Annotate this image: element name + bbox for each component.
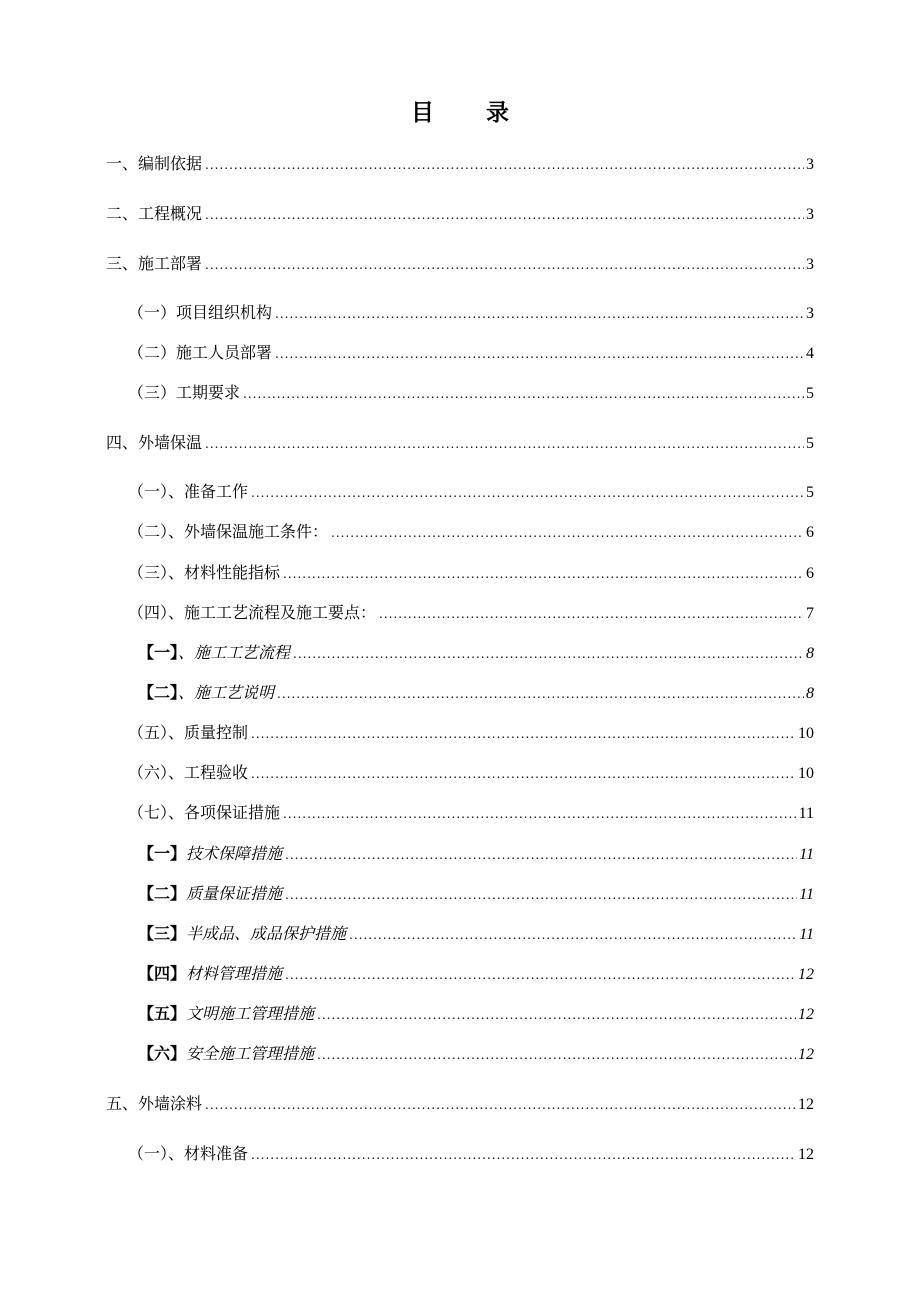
toc-entry[interactable] (138, 962, 814, 986)
dot-leader (331, 521, 804, 545)
toc-entry-page: 12 (798, 1006, 814, 1023)
dot-leader (251, 722, 796, 746)
dot-leader (275, 342, 804, 366)
toc-entry-page: 11 (798, 805, 814, 822)
toc-entry-page: 12 (798, 1046, 814, 1063)
dot-leader (251, 1143, 796, 1167)
toc-entry-label: （四）、施工工艺流程及施工要点： (128, 603, 377, 622)
toc-entry-label (138, 882, 282, 906)
dot-leader (251, 481, 804, 505)
toc-entry-label (138, 1002, 314, 1026)
toc-entry[interactable] (106, 1092, 814, 1116)
toc-entry-page: 10 (798, 765, 814, 782)
toc-entry[interactable] (106, 152, 814, 176)
toc-entry-label: （六）、工程验收 (128, 763, 249, 782)
toc-entry-text: 、施工工艺流程 (178, 643, 291, 662)
toc-entry-page: 3 (806, 206, 814, 223)
toc-entry-label (138, 641, 290, 665)
toc-entry[interactable] (106, 431, 814, 455)
toc-entry-page: 11 (799, 926, 814, 943)
toc-entry[interactable] (128, 801, 814, 825)
toc-entry-label: 三、施工部署 (106, 254, 203, 273)
toc-entry-page: 8 (806, 685, 814, 702)
toc-entry-label: （七）、各项保证措施 (128, 803, 281, 822)
toc-entry-marker: 【四】 (138, 964, 187, 983)
toc-entry-text: 文明施工管理措施 (186, 1004, 315, 1023)
toc-entry[interactable] (128, 561, 814, 585)
toc-entry[interactable] (138, 1002, 814, 1026)
dot-leader (205, 153, 804, 177)
toc-entry-page: 3 (806, 305, 814, 322)
toc-entry-page: 10 (798, 725, 814, 742)
dot-leader (293, 642, 804, 666)
toc-entry-label: （二）、外墙保温施工条件： (128, 522, 329, 541)
dot-leader (283, 562, 804, 586)
toc-entry-label (138, 842, 282, 866)
toc-entry-page: 5 (806, 484, 814, 501)
toc-entry-marker: 【五】 (138, 1004, 187, 1023)
toc-entry-text: 技术保障措施 (186, 844, 283, 863)
toc-entry-marker: 【六】 (138, 1044, 187, 1063)
dot-leader (285, 963, 796, 987)
dot-leader (277, 682, 804, 706)
toc-entry-page: 3 (806, 156, 814, 173)
toc-entry-text: 半成品、成品保护措施 (186, 924, 347, 943)
dot-leader (285, 843, 797, 867)
toc-entry[interactable] (138, 681, 814, 705)
toc-entry-label: 二、工程概况 (106, 204, 203, 223)
toc-entry[interactable] (128, 381, 814, 405)
toc-entry-page: 12 (798, 1096, 814, 1113)
toc-entry[interactable] (128, 721, 814, 745)
toc-entry-page: 5 (806, 435, 814, 452)
toc-entry-label: （二）施工人员部署 (128, 343, 273, 362)
toc-entry-label: （一）、准备工作 (128, 482, 249, 501)
toc-entry-page: 3 (806, 256, 814, 273)
dot-leader (283, 802, 797, 826)
toc-title: 目 录 (410, 99, 531, 126)
toc-entry[interactable] (128, 1142, 814, 1166)
toc-entry-page: 12 (798, 966, 814, 983)
toc-entry-marker: 【一】 (138, 643, 179, 662)
dot-leader (317, 1043, 796, 1067)
toc-entry[interactable] (138, 1042, 814, 1066)
toc-entry-label: （三）工期要求 (128, 383, 241, 402)
toc-entry-label: （一）、材料准备 (128, 1144, 249, 1163)
toc-entry-text: 质量保证措施 (186, 884, 283, 903)
toc-entry[interactable] (128, 520, 814, 544)
toc-entry-label: （三）、材料性能指标 (128, 563, 281, 582)
toc-entry[interactable] (128, 761, 814, 785)
toc-entry-page: 11 (799, 846, 814, 863)
toc-entry-page: 5 (806, 385, 814, 402)
toc-entry-page: 11 (799, 886, 814, 903)
toc-entry-page: 12 (798, 1146, 814, 1163)
toc-entry[interactable] (128, 341, 814, 365)
toc-entry[interactable] (128, 601, 814, 625)
toc-entry-text: 安全施工管理措施 (186, 1044, 315, 1063)
toc-entry-label (138, 1042, 314, 1066)
dot-leader (349, 923, 797, 947)
toc-entry-text: 、施工艺说明 (178, 683, 275, 702)
dot-leader (275, 302, 804, 326)
dot-leader (317, 1003, 796, 1027)
toc-entry-label (138, 681, 274, 705)
dot-leader (205, 203, 804, 227)
toc-entry[interactable] (128, 301, 814, 325)
toc-entry-label (138, 962, 282, 986)
dot-leader (251, 762, 796, 786)
dot-leader (205, 253, 804, 277)
toc-entry-page: 7 (806, 605, 814, 622)
toc-entry-marker: 【二】 (138, 683, 179, 702)
toc-entry[interactable] (106, 252, 814, 276)
toc-entry-label: 五、外墙涂料 (106, 1094, 203, 1113)
toc-entry-text: 材料管理措施 (186, 964, 283, 983)
toc-entry-marker: 【三】 (138, 924, 187, 943)
toc-entry-label: 四、外墙保温 (106, 433, 203, 452)
dot-leader (285, 883, 797, 907)
toc-entry-marker: 【一】 (138, 844, 187, 863)
toc-entry[interactable] (106, 202, 814, 226)
toc-entry-page: 4 (806, 345, 814, 362)
toc-entry-label (138, 922, 346, 946)
toc-entry[interactable] (128, 480, 814, 504)
toc-entry-label: （一）项目组织机构 (128, 303, 273, 322)
toc-entry-page: 6 (806, 565, 814, 582)
toc-entry-label: 一、编制依据 (106, 154, 203, 173)
toc-entry[interactable] (138, 882, 814, 906)
toc-entry[interactable] (138, 922, 814, 946)
toc-entry[interactable] (138, 641, 814, 665)
dot-leader (243, 382, 804, 406)
toc-entry-label: （五）、质量控制 (128, 723, 249, 742)
toc-entry[interactable] (138, 842, 814, 866)
dot-leader (379, 602, 804, 626)
toc-entry-marker: 【二】 (138, 884, 187, 903)
toc-entry-page: 8 (806, 645, 814, 662)
dot-leader (205, 1093, 796, 1117)
toc-entry-page: 6 (806, 524, 814, 541)
dot-leader (205, 432, 804, 456)
